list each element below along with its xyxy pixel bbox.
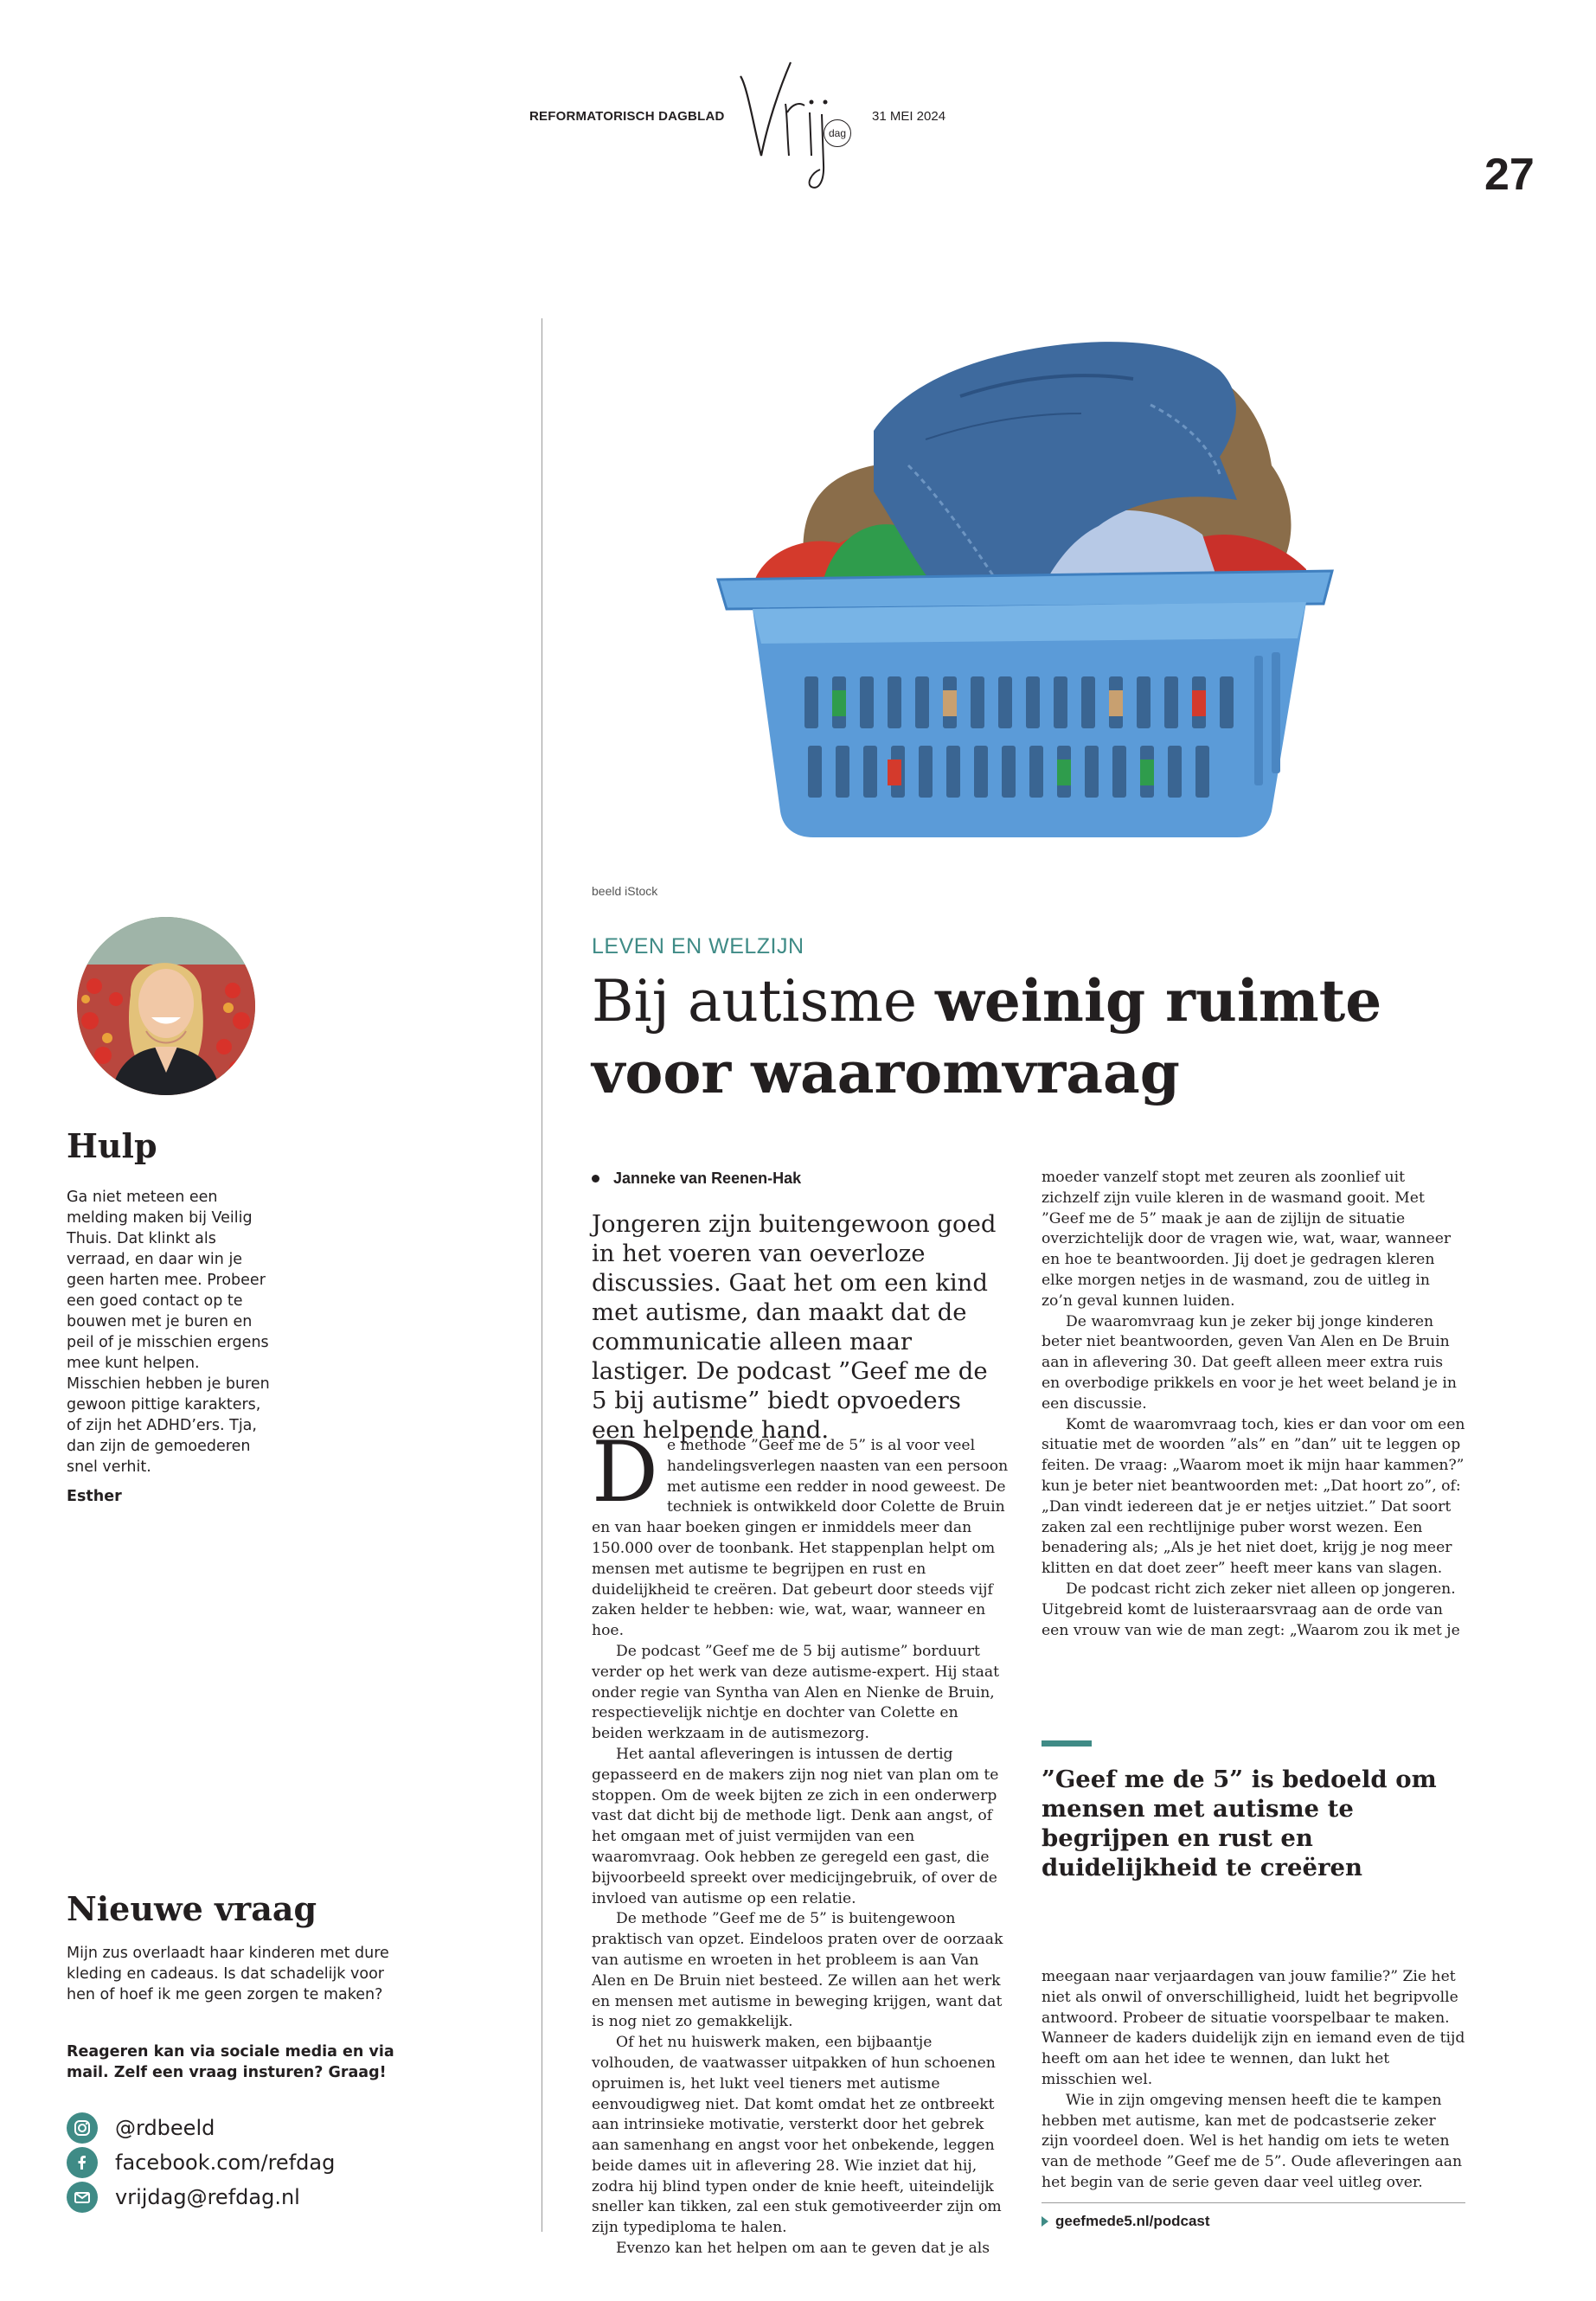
article-column-2 [1042, 1168, 1465, 1641]
article-byline [592, 1170, 801, 1188]
article-headline [592, 965, 1491, 1108]
body-paragraph: Evenzo kan het helpen om aan te geven dat je als [616, 2240, 990, 2258]
portrait-photo [77, 917, 255, 1095]
instagram-link[interactable] [67, 2111, 335, 2145]
body-paragraph: Het aantal afleveringen is intussen de dertig gepasseerd en de makers zijn nog niet van plan om te stoppen. Om de week bijten ze zich in een onderwerp vast dat dicht bij de methode ligt. Denk aan angst, of het omgaan met of juist vermijden van een waaromvraag. Ook hebben ze geregeld een gast, die bijvoorbeeld spreekt over medicijngebruik, of over de invloed van autisme op een relatie. [592, 1745, 999, 1907]
help-body: Ga niet meteen een melding maken bij Veilig Thuis. Dat klinkt als verraad, en daar win je geen harten mee. Probeer een goed contact op te bouwen met je buren en peil of je misschien ergens mee kunt helpen. Misschien hebben je buren gewoon pittige karakters, of zijn het ADHD’ers. Tja, dan zijn de gemoederen snel verhit. [67, 1189, 270, 1476]
body-paragraph: Wie in zijn omgeving mensen heeft die te kampen hebben met autisme, kan met de podcastserie zeker zijn voordeel doen. Wel is het handig om iets te weten van de methode ”Geef me de 5”. Oude afleveringen aan het begin van de serie geven daar veel uitleg over. [1042, 2091, 1463, 2191]
link-divider [1042, 2202, 1465, 2203]
pullquote: ”Geef me de 5” is bedoeld om mensen met autisme te begrijpen en rust en duidelijkheid te creëren [1042, 1766, 1437, 1881]
supplement-badge: dag [824, 119, 851, 147]
headline-bold-1: weinig ruimte [935, 967, 1382, 1035]
mail-icon [67, 2182, 98, 2213]
new-question-body: Mijn zus overlaadt haar kinderen met dure kleding en cadeaus. Is dat schadelijk voor hen of hoef ik me geen zorgen te maken? [67, 1945, 389, 2003]
facebook-link[interactable] [67, 2145, 335, 2180]
article-column-2-continued [1042, 1967, 1465, 2194]
body-paragraph: De podcast richt zich zeker niet alleen op jongeren. Uitgebreid komt de luisteraarsvraag aan de orde van een vrouw van wie de man zegt: „Waarom zou ik met je [1042, 1580, 1460, 1639]
body-paragraph: De waaromvraag kun je zeker bij jonge kinderen beter niet beantwoorden, geven Van Alen en De Bruin aan in aflevering 30. Dat geeft alleen meer extra ruis en overbodige prikkels en voor je het weet beland je in een discussie. [1042, 1312, 1457, 1413]
new-question-title: Nieuwe vraag [67, 1889, 317, 1928]
instagram-handle: @rdbeeld [115, 2116, 215, 2140]
page-number: 27 [1484, 150, 1535, 200]
body-paragraph: Of het nu huiswerk maken, een bijbaantje volhouden, de vaatwasser uitpakken of hun schoenen opruimen is, het lukt veel tieners met autisme eenvoudigweg niet. Dat komt omdat het ze ontbreekt aan intrinsieke motivatie, versterkt door het gebrek aan samenhang en angst voor het onbekende, leggen beide dames uit in aflevering 28. Wie inziet dat hij, zodra hij blind typen onder de knie heeft, uiteindelijk sneller kan tikken, zal een stuk gemotiveerder zijn om zijn typediploma te halen. [592, 2034, 1002, 2237]
headline-bold-2: voor waaromvraag [592, 1039, 1180, 1106]
play-arrow-icon [1042, 2216, 1048, 2227]
pullquote-accent-bar [1042, 1740, 1092, 1747]
author-portrait [77, 917, 255, 1095]
instagram-icon [67, 2112, 98, 2144]
vrijdag-logo [735, 52, 874, 199]
headline-light: Bij autisme [592, 968, 936, 1035]
mail-link[interactable] [67, 2180, 335, 2214]
podcast-link[interactable] [1042, 2213, 1210, 2230]
laundry-basket-illustration [701, 327, 1349, 855]
facebook-icon [67, 2147, 98, 2178]
podcast-link-text: geefmede5.nl/podcast [1055, 2213, 1210, 2229]
body-paragraph: moeder vanzelf stopt met zeuren als zoonlief uit zichzelf zijn vuile kleren in de wasmand gooit. Met ”Geef me de 5” maak je aan de zijlijn de situatie overzichtelijk door de vragen wie, wat, waar, wanneer en hoe te beantwoorden. Jij doet je gedragen kleren elke morgen netjes in de wasmand, zou de uitleg in zo’n geval kunnen luiden. [1042, 1169, 1452, 1310]
article-column-1 [592, 1424, 1012, 2259]
article-intro: Jongeren zijn buitengewoon goed in het voeren van oeverloze discussies. Gaat het om een kind met autisme, dan maakt dat de communicatie alleen maar lastiger. De podcast ”Geef me de 5 bij autisme” biedt opvoeders een helpende hand. [592, 1210, 997, 1444]
laundry-basket-photo [701, 327, 1349, 855]
facebook-url: facebook.com/refdag [115, 2150, 336, 2175]
body-paragraph: Komt de waaromvraag toch, kies er dan voor om een situatie met de woorden ”als” en ”dan” uit te leggen op feiten. De vraag: „Waarom moet ik mijn haar kammen?” kun je beter niet beantwoorden met: „Dat hoort zo”, of: „Dan vindt iedereen dat je er netjes uitziet.” Dat soort zaken zal een rechtlijnige puber worst wezen. Een benadering als; „Als je het niet doet, krijg je nog meer klitten en dat doet zeer” heeft meer kans van slagen. [1042, 1415, 1465, 1578]
byline-bullet-icon [592, 1175, 599, 1183]
social-links [67, 2111, 335, 2214]
submit-call-to-action: Reageren kan via sociale media en via mail. Zelf een vraag insturen? Graag! [67, 2043, 394, 2081]
issue-date: 31 MEI 2024 [872, 109, 946, 124]
drop-cap: D [592, 1424, 658, 1521]
vrijdag-logo-svg [735, 52, 874, 199]
help-signature: Esther [67, 1488, 122, 1505]
help-title: Hulp [67, 1126, 157, 1165]
body-paragraph: De methode ”Geef me de 5” is buitengewoon praktisch van opzet. Eindeloos praten over de oorzaak van autisme en wroeten in het probleem is aan Van Alen en De Bruin niet besteed. Ze willen aan het werk en mensen met autisme in beweging krijgen, want dat is nog niet zo gemakkelijk. [592, 1910, 1003, 2031]
body-paragraph: meegaan naar verjaardagen van jouw familie?” Zie het niet als onwil of onverschilligheid, luidt het begripvolle antwoord. Probeer de situatie voorspelbaar te maken. Wanneer de kaders duidelijk zijn en iemand even de tijd heeft om aan het idee te wennen, dan lukt het misschien wel. [1042, 1968, 1465, 2088]
body-paragraph: De podcast ”Geef me de 5 bij autisme” borduurt verder op het werk van deze autisme-expert. Hij staat onder regie van Syntha van Alen en Nienke de Bruin, respectievelijk nichtje en dochter van Colette en beiden werkzaam in de autismezorg. [592, 1642, 1000, 1743]
mail-address: vrijdag@refdag.nl [115, 2185, 300, 2209]
image-credit: beeld iStock [592, 884, 658, 898]
body-paragraph: De methode ”Geef me de 5” is al voor veel handelingsverlegen naasten van een persoon met autisme een redder in nood geweest. De techniek is ontwikkeld door Colette de Bruin en van haar boeken gingen er inmiddels meer dan 150.000 over de toonbank. Het stappenplan helpt om mensen met autisme te begrijpen en rust en duidelijkheid te creëren. Dat gebeurt door steeds vijf zaken helder te hebben: wie, wat, waar, wanneer en hoe. [592, 1424, 1009, 1640]
article-kicker: LEVEN EN WELZIJN [592, 934, 804, 958]
publication-name: REFORMATORISCH DAGBLAD [529, 109, 725, 124]
author-name: Janneke van Reenen-Hak [613, 1170, 802, 1187]
